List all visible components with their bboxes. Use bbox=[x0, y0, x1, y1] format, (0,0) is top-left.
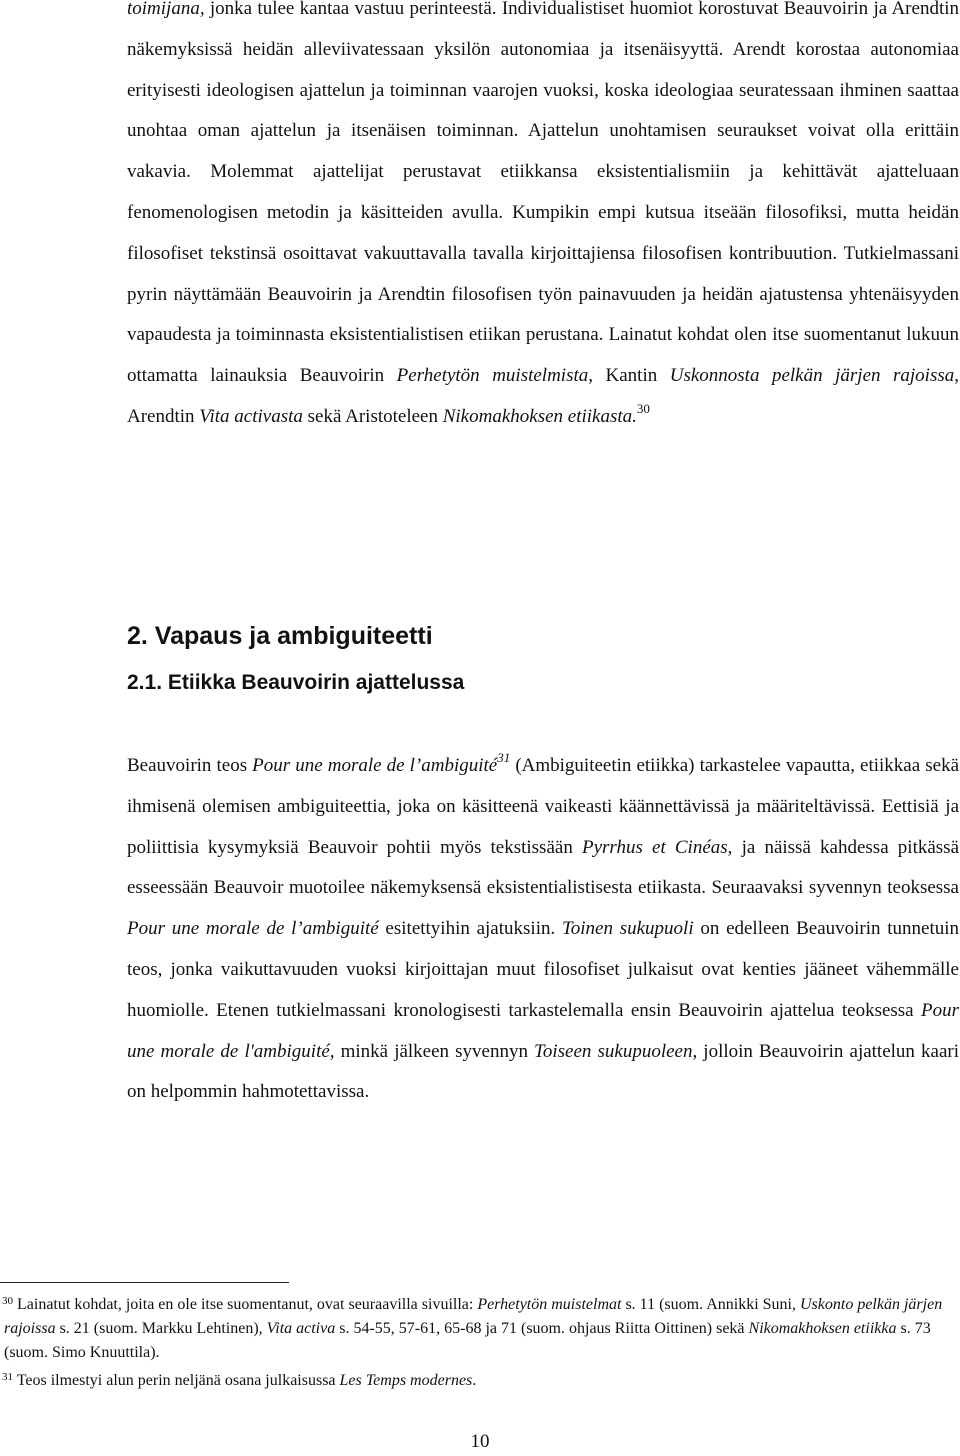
book-title: Pour une morale de l’ambiguité bbox=[127, 918, 379, 940]
text-run: s. 54-55, 57-61, 65-68 ja 71 (suom. ohjaus Riitta Oittinen) sekä bbox=[335, 1320, 749, 1337]
book-title: Pour une morale de l’ambiguité bbox=[252, 755, 498, 776]
page-number: 10 bbox=[470, 1431, 490, 1452]
book-title: Pyrrhus et Cinéas bbox=[581, 836, 728, 858]
book-title: Perhetytön muistelmat bbox=[477, 1296, 622, 1313]
text-run: esitettyihin ajatuksiin. bbox=[378, 918, 562, 940]
book-title: Perhetytön muistelmista, bbox=[396, 365, 593, 387]
text-run: , Arendtin bbox=[127, 365, 959, 427]
text-run: sekä Aristoteleen bbox=[302, 405, 443, 427]
book-title: Pour une morale de l'ambiguité bbox=[127, 999, 959, 1062]
book-title: Toiseen sukupuoleen bbox=[534, 1040, 693, 1062]
italic-text: toimijana, bbox=[127, 0, 205, 19]
book-title: Toinen sukupuoli bbox=[561, 918, 694, 940]
book-title: Nikomakhoksen etiikka bbox=[748, 1320, 897, 1337]
footnotes bbox=[0, 1289, 958, 1393]
footnote-number: 30 bbox=[2, 1295, 13, 1307]
footnote-ref-30[interactable]: 30 bbox=[636, 400, 650, 416]
text-run: s. 73 (suom. Simo Knuuttila). bbox=[4, 1320, 931, 1361]
text-run: s. 11 (suom. Annikki Suni, bbox=[621, 1296, 800, 1313]
footnote-ref-31[interactable] bbox=[497, 750, 510, 765]
book-title: Les Temps modernes bbox=[339, 1372, 473, 1389]
body-paragraph-1 bbox=[127, 0, 959, 438]
text-run: Teos ilmestyi alun perin neljänä osana julkaisussa bbox=[13, 1372, 340, 1389]
footnote-30 bbox=[0, 1289, 958, 1365]
footnote-number: 31 bbox=[2, 1371, 13, 1383]
text-run: , minkä jälkeen syvennyn bbox=[329, 1040, 535, 1062]
footnote-31 bbox=[0, 1365, 958, 1393]
text-run: jonka tulee kantaa vastuu perinteestä. Individualistiset huomiot korostuvat Beauvoirin ja Arendtin näkemyksissä heidän alleviivatessaan yksilön autonomiaa ja itsenäisyyttä. Arendt korostaa autonomiaa erityisesti ideologisen ajattelun ja toiminnan vaarojen vuoksi, koska ideologiaa seuratessaan ihminen saattaa unohtaa oman ajattelun ja itsenäisen toiminnan. Ajattelun unohtamisen seuraukset voivat olla erittäin vakavia. Molemmat ajattelijat perustavat etiikkansa eksistentialismiin ja kehittävät ajatteluaan fenomenologisen metodin ja käsitteiden avulla. Kumpikin empi kutsua itseään filosofiksi, mutta heidän filosofiset tekstinsä osoittavat vakuuttavalla tavalla kirjoittajiensa filosofisen kontribuution. Tutkielmassani pyrin näyttämään Beauvoirin ja Arendtin filosofisen työn painavuuden ja heidän ajatustensa yhtenäisyyden vapaudesta ja toiminnasta eksistentialistisen etiikan perustana. Lainatut kohdat olen itse suomentanut lukuun ottamatta lainauksia Beauvoirin bbox=[127, 0, 959, 387]
text-run: on edelleen Beauvoirin tunnetuin teos, jonka vaikuttavuuden vuoksi kirjoittajan muut filosofiset julkaisut ovat kenties jääneet vähemmälle huomiolle. Etenen tutkielmassani kronologisesti tarkastelemalla ensin Beauvoirin ajattelua teoksessa bbox=[127, 918, 960, 1021]
text-run: Beauvoirin teos bbox=[127, 755, 253, 776]
text-run: Kantin bbox=[593, 365, 670, 387]
footnote-divider bbox=[0, 1282, 289, 1283]
book-title: Uskonto pelkän järjen rajoissa bbox=[4, 1296, 943, 1337]
book-title: Vita activasta bbox=[199, 405, 303, 427]
subsection-heading: 2.1. Etiikka Beauvoirin ajattelussa bbox=[127, 671, 465, 694]
text-run: Lainatut kohdat, joita en ole itse suomentanut, ovat seuraavilla sivuilla: bbox=[13, 1296, 478, 1313]
book-title: Uskonnosta pelkän järjen rajoissa bbox=[669, 365, 955, 387]
book-title: Nikomakhoksen etiikasta. bbox=[442, 405, 637, 427]
footnote-ref-number: 31 bbox=[497, 749, 511, 765]
text-run: s. 21 (suom. Markku Lehtinen), bbox=[55, 1320, 267, 1337]
text-run: , ja näissä kahdessa pitkässä esseessään Beauvoir muotoilee näkemyksensä eksistentialistisesta etiikasta. Seuraavaksi syvennyn teoksessa bbox=[127, 836, 959, 899]
book-title: Vita activa bbox=[266, 1320, 336, 1337]
section-heading: 2. Vapaus ja ambiguiteetti bbox=[127, 622, 433, 650]
text-run: . bbox=[472, 1372, 477, 1389]
text-run: , jolloin Beauvoirin ajattelun kaari on helpommin hahmotettavissa. bbox=[127, 1040, 959, 1103]
text-run: (Ambiguiteetin etiikka) tarkastelee vapautta, etiikkaa sekä ihmisenä olemisen ambiguiteettia, joka on käsitteenä vaikeasti käännettävissä ja määriteltävissä. Eettisiä ja poliittisia kysymyksiä Beauvoir pohtii myös tekstissään bbox=[127, 755, 960, 858]
body-paragraph-2 bbox=[127, 746, 959, 1113]
